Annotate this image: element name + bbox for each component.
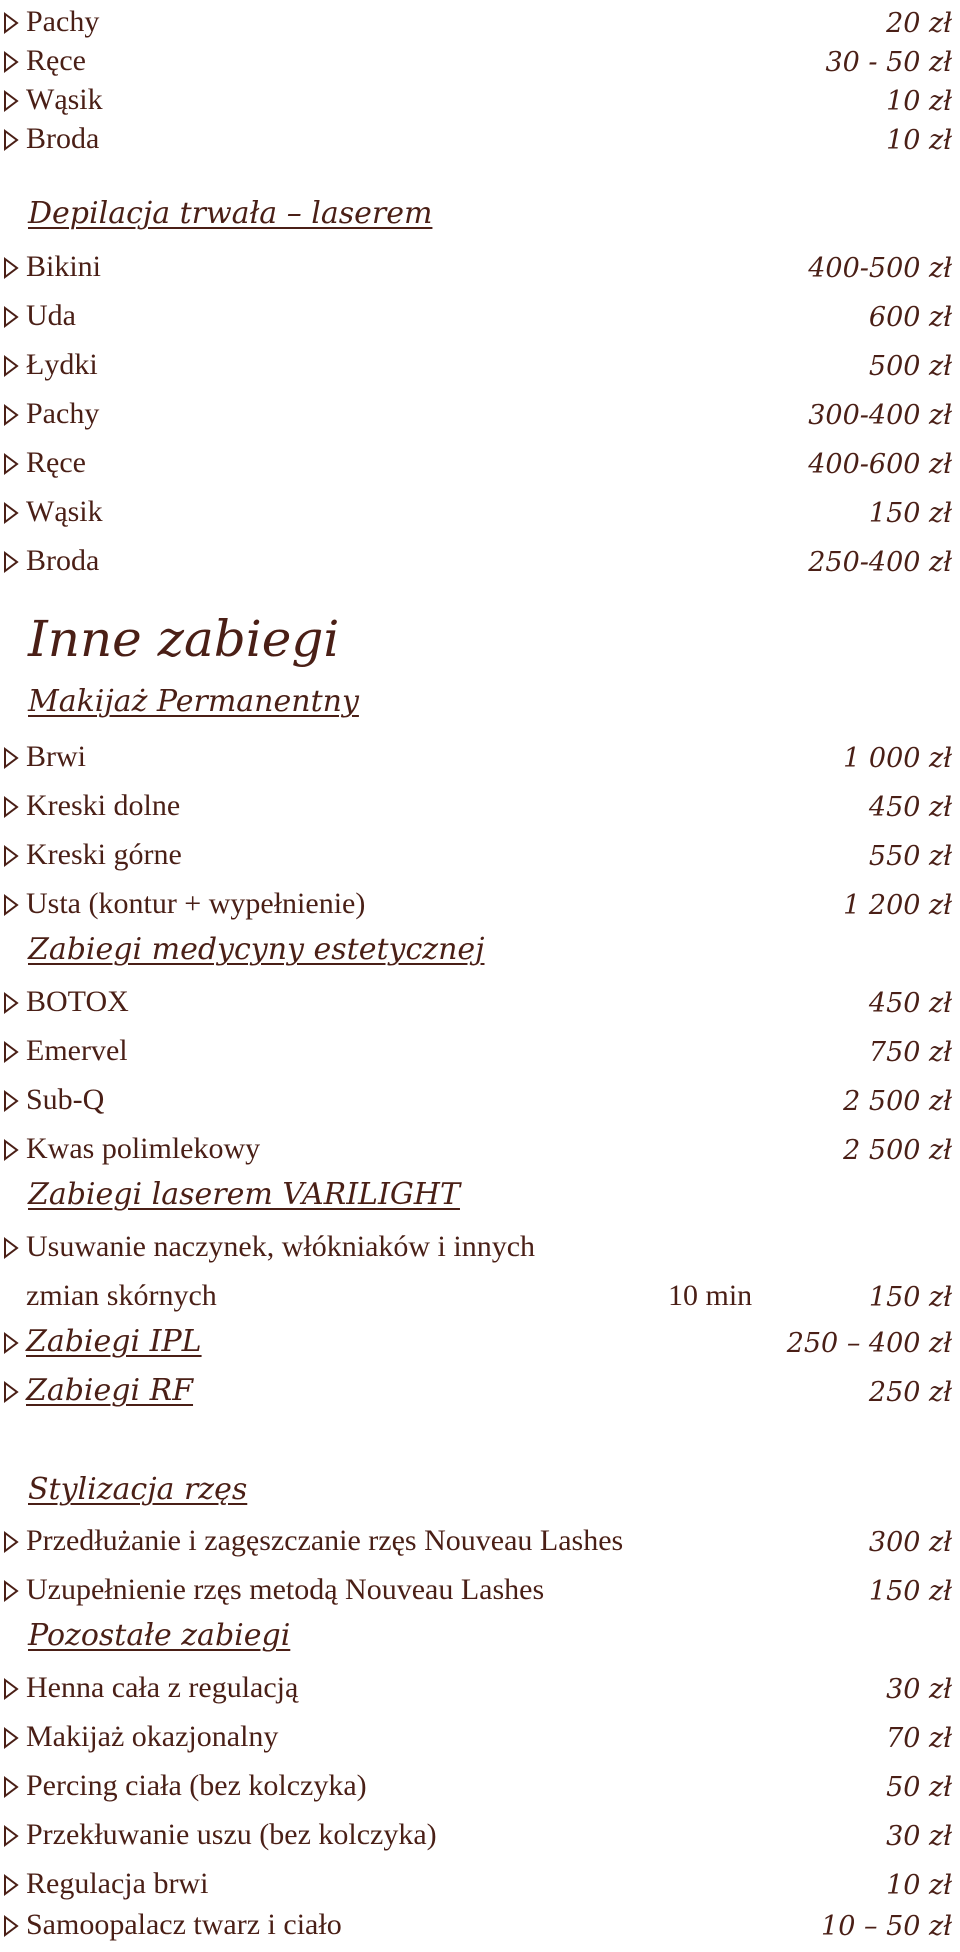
item-label: Percing ciała (bez kolczyka)	[26, 1769, 367, 1802]
hollow-right-arrow-icon	[2, 1329, 22, 1357]
hollow-right-arrow-icon	[2, 548, 22, 576]
list-item	[0, 735, 960, 784]
item-price: 50 zł	[886, 1772, 952, 1803]
item-label: Broda	[26, 544, 100, 577]
item-price: 150 zł	[868, 1576, 952, 1607]
hollow-right-arrow-icon	[2, 1675, 22, 1703]
list-item	[0, 1715, 960, 1764]
hollow-right-arrow-icon	[2, 9, 22, 37]
item-label: Uzupełnienie rzęs metodą Nouveau Lashes	[26, 1573, 545, 1606]
item-price: 2 500 zł	[843, 1135, 952, 1166]
item-price: 600 zł	[868, 302, 952, 333]
item-price: 150 zł	[868, 1282, 952, 1313]
hollow-right-arrow-icon	[2, 1234, 22, 1262]
list-item	[0, 294, 960, 343]
item-label: Kwas polimlekowy	[26, 1132, 261, 1165]
item-price: 300 zł	[868, 1527, 952, 1558]
hollow-right-arrow-icon	[2, 1378, 22, 1406]
list-item	[0, 1320, 960, 1369]
section-heading-medycyna: Zabiegi medycyny estetycznej	[28, 932, 485, 967]
hollow-right-arrow-icon	[2, 1724, 22, 1752]
hollow-right-arrow-icon	[2, 1038, 22, 1066]
hollow-right-arrow-icon	[2, 499, 22, 527]
section-heading-laser: Depilacja trwała – laserem	[28, 196, 433, 231]
item-label: Wąsik	[26, 495, 103, 528]
item-duration: 10 min	[668, 1279, 753, 1312]
item-price: 450 zł	[868, 988, 952, 1019]
item-price: 400-500 zł	[808, 253, 952, 284]
section-heading-makijaz: Makijaż Permanentny	[28, 684, 359, 719]
item-price: 150 zł	[868, 498, 952, 529]
hollow-right-arrow-icon	[2, 842, 22, 870]
list-item	[0, 882, 960, 931]
list-item	[0, 1519, 960, 1568]
item-label: Emervel	[26, 1034, 128, 1067]
hollow-right-arrow-icon	[2, 1773, 22, 1801]
list-item	[0, 833, 960, 882]
item-price: 30 zł	[886, 1674, 952, 1705]
list-item	[0, 784, 960, 833]
list-item	[0, 1225, 960, 1274]
list-item	[0, 441, 960, 490]
list-item	[0, 245, 960, 294]
item-label: Przedłużanie i zagęszczanie rzęs Nouveau Lashes	[26, 1524, 624, 1557]
item-label-ipl: Zabiegi IPL	[26, 1324, 202, 1359]
hollow-right-arrow-icon	[2, 450, 22, 478]
hollow-right-arrow-icon	[2, 303, 22, 331]
section-heading-pozostale: Pozostałe zabiegi	[28, 1618, 291, 1653]
list-item	[0, 1078, 960, 1127]
item-price: 20 zł	[886, 8, 952, 39]
item-price: 10 – 50 zł	[821, 1911, 952, 1942]
hollow-right-arrow-icon	[2, 1136, 22, 1164]
hollow-right-arrow-icon	[2, 1087, 22, 1115]
item-label: Broda	[26, 122, 100, 155]
hollow-right-arrow-icon	[2, 401, 22, 429]
item-label: Regulacja brwi	[26, 1867, 209, 1900]
list-item	[0, 343, 960, 392]
page-title: Inne zabiegi	[28, 610, 340, 668]
hollow-right-arrow-icon	[2, 1528, 22, 1556]
item-label: Samoopalacz twarz i ciało	[26, 1908, 342, 1941]
list-item	[0, 117, 960, 166]
list-item	[0, 980, 960, 1029]
list-item	[0, 392, 960, 441]
item-label: Henna cała z regulacją	[26, 1671, 299, 1704]
item-price: 1 200 zł	[843, 890, 952, 921]
section-heading-varilight: Zabiegi laserem VARILIGHT	[28, 1177, 460, 1212]
hollow-right-arrow-icon	[2, 1871, 22, 1899]
item-label: Łydki	[26, 348, 98, 381]
item-price: 250-400 zł	[808, 547, 952, 578]
item-label-rf: Zabiegi RF	[26, 1373, 194, 1408]
item-label: Kreski dolne	[26, 789, 181, 822]
list-item	[0, 539, 960, 588]
hollow-right-arrow-icon	[2, 793, 22, 821]
list-item	[0, 1764, 960, 1813]
item-price: 400-600 zł	[808, 449, 952, 480]
item-label: Sub-Q	[26, 1083, 105, 1116]
list-item-continuation	[0, 1274, 960, 1323]
item-price: 10 zł	[886, 125, 952, 156]
item-label: Bikini	[26, 250, 102, 283]
item-label: zmian skórnych	[26, 1279, 217, 1312]
item-price: 450 zł	[868, 792, 952, 823]
item-label: Pachy	[26, 5, 100, 38]
item-label: Pachy	[26, 397, 100, 430]
item-price: 500 zł	[868, 351, 952, 382]
item-label: Ręce	[26, 446, 86, 479]
item-label: Kreski górne	[26, 838, 182, 871]
hollow-right-arrow-icon	[2, 989, 22, 1017]
item-price: 30 zł	[886, 1821, 952, 1852]
hollow-right-arrow-icon	[2, 48, 22, 76]
hollow-right-arrow-icon	[2, 744, 22, 772]
item-label: Przekłuwanie uszu (bez kolczyka)	[26, 1818, 437, 1851]
item-label: Wąsik	[26, 83, 103, 116]
item-label: Usta (kontur + wypełnienie)	[26, 887, 366, 920]
hollow-right-arrow-icon	[2, 352, 22, 380]
hollow-right-arrow-icon	[2, 891, 22, 919]
list-item	[0, 1666, 960, 1715]
item-price: 250 zł	[868, 1377, 952, 1408]
item-label: Makijaż okazjonalny	[26, 1720, 279, 1753]
item-price: 30 - 50 zł	[825, 47, 952, 78]
item-price: 70 zł	[886, 1723, 952, 1754]
item-price: 750 zł	[868, 1037, 952, 1068]
item-label: BOTOX	[26, 985, 129, 1018]
hollow-right-arrow-icon	[2, 126, 22, 154]
item-price: 300-400 zł	[808, 400, 952, 431]
list-item	[0, 1813, 960, 1862]
section-heading-rzesy: Stylizacja rzęs	[28, 1472, 248, 1507]
item-label: Ręce	[26, 44, 86, 77]
hollow-right-arrow-icon	[2, 1912, 22, 1940]
item-price: 10 zł	[886, 1870, 952, 1901]
hollow-right-arrow-icon	[2, 1577, 22, 1605]
item-price: 1 000 zł	[843, 743, 952, 774]
list-item	[0, 490, 960, 539]
item-price: 250 – 400 zł	[786, 1328, 952, 1359]
item-label: Usuwanie naczynek, włókniaków i innych	[26, 1230, 536, 1263]
item-label: Brwi	[26, 740, 86, 773]
item-label: Uda	[26, 299, 76, 332]
hollow-right-arrow-icon	[2, 87, 22, 115]
hollow-right-arrow-icon	[2, 254, 22, 282]
list-item	[0, 1127, 960, 1176]
list-item	[0, 1029, 960, 1078]
list-item	[0, 1369, 960, 1418]
list-item	[0, 1568, 960, 1617]
item-price: 550 zł	[868, 841, 952, 872]
item-price: 2 500 zł	[843, 1086, 952, 1117]
list-item	[0, 1903, 960, 1952]
item-price: 10 zł	[886, 86, 952, 117]
hollow-right-arrow-icon	[2, 1822, 22, 1850]
